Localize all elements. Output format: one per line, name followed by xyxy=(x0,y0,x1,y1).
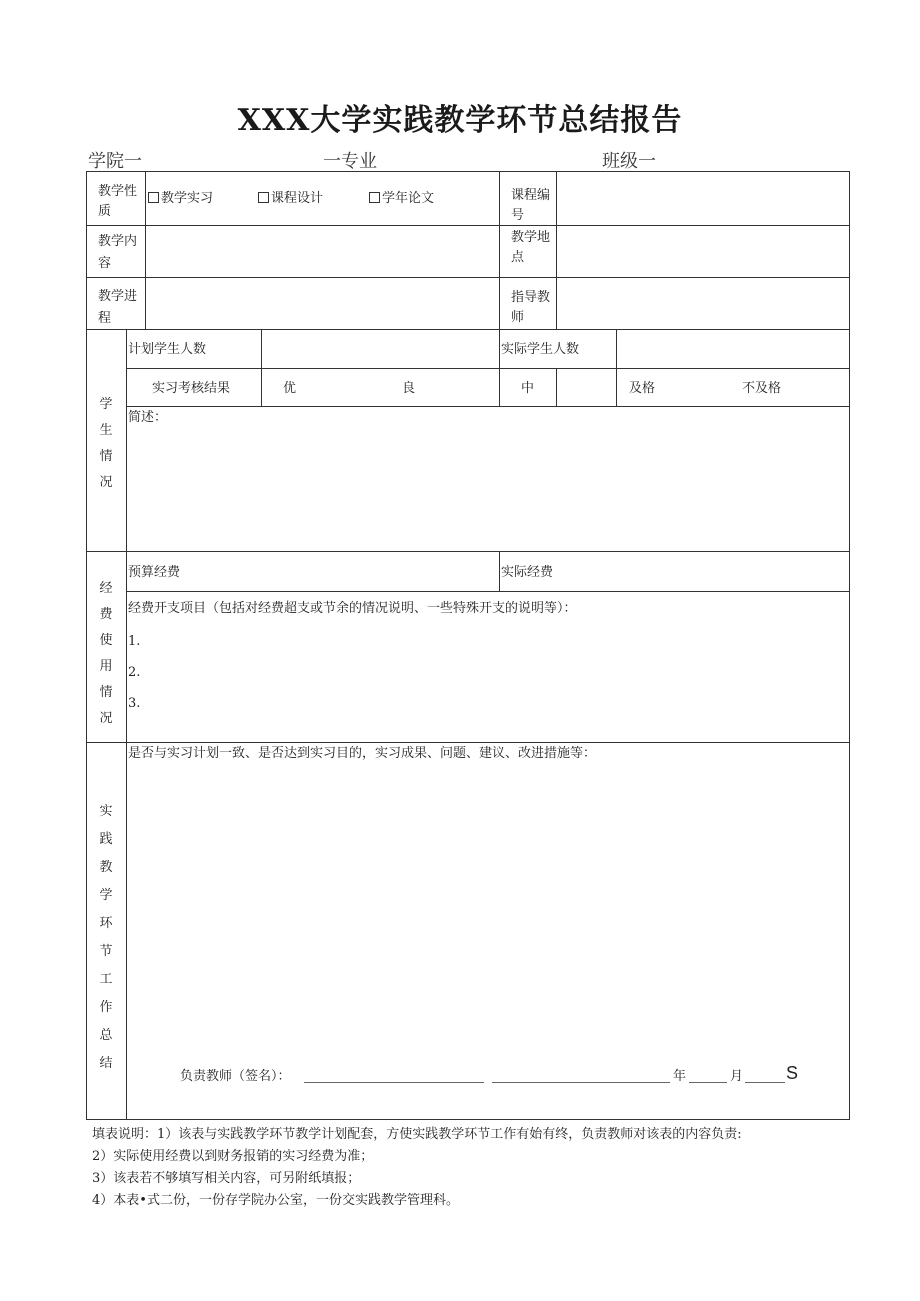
year-label: 年 xyxy=(673,1069,687,1084)
section-label-char: 环 xyxy=(99,916,113,931)
student-section-label xyxy=(88,392,124,496)
signature-label: 负责教师（签名）： xyxy=(180,1069,291,1084)
section-label-char: 作 xyxy=(99,1000,113,1015)
section-label-char: 践 xyxy=(99,832,113,847)
section-label-char: 情 xyxy=(99,449,113,464)
col-divider xyxy=(499,551,500,591)
course-code-input[interactable] xyxy=(560,176,846,222)
grade-fail[interactable]: 不及格 xyxy=(742,381,782,396)
checkbox-icon xyxy=(258,192,269,203)
section-label-char: 学 xyxy=(99,397,113,412)
col-divider xyxy=(261,329,262,406)
row-divider xyxy=(86,329,850,330)
funding-items-label: 经费开支项目（包括对经费超支或节余的情况说明、一些特殊开支的说明等）： xyxy=(128,601,577,616)
section-label-char: 费 xyxy=(99,607,113,622)
row-divider xyxy=(86,551,850,552)
page-title: XXX大学实践教学环节总结报告 xyxy=(237,103,683,138)
actual-funding-label: 实际经费 xyxy=(501,565,554,580)
actual-students-input[interactable] xyxy=(620,333,846,365)
major-field[interactable]: 一专业 xyxy=(323,151,377,172)
section-label-char: 结 xyxy=(99,1056,113,1071)
section-label-char: 况 xyxy=(99,475,113,490)
year-line[interactable] xyxy=(492,1082,670,1083)
day-line[interactable] xyxy=(745,1082,785,1083)
col-divider xyxy=(499,329,500,406)
teaching-nature-label: 教学性质 xyxy=(98,184,138,219)
planned-students-input[interactable] xyxy=(265,333,495,365)
day-mark: S xyxy=(786,1063,799,1083)
option-academic-thesis[interactable]: 学年论文 xyxy=(369,189,434,209)
col-divider xyxy=(556,171,557,329)
teaching-location-input[interactable] xyxy=(560,230,846,274)
row-divider xyxy=(126,406,850,407)
teaching-content-label: 教学内容 xyxy=(98,234,138,271)
teaching-progress-label: 教学进程 xyxy=(98,289,138,326)
practice-textarea[interactable] xyxy=(130,766,846,1056)
teaching-content-input[interactable] xyxy=(150,230,495,274)
practice-prompt: 是否与实习计划一致、是否达到实习目的，实习成果、问题、建议、改进措施等： xyxy=(128,746,597,761)
funding-item-2[interactable]: 2. xyxy=(128,665,141,680)
funding-item-3[interactable]: 3. xyxy=(128,696,141,711)
section-label-char: 情 xyxy=(99,685,113,700)
grade-medium[interactable]: 中 xyxy=(521,381,535,396)
col-divider xyxy=(126,329,127,1120)
section-label-char: 工 xyxy=(99,972,113,987)
col-divider xyxy=(556,368,557,406)
month-label: 月 xyxy=(730,1069,744,1084)
funding-section-label xyxy=(88,576,124,732)
college-field[interactable]: 学院一 xyxy=(88,151,142,172)
section-label-char: 实 xyxy=(99,804,113,819)
assessment-label: 实习考核结果 xyxy=(152,381,231,396)
section-label-char: 况 xyxy=(99,711,113,726)
instructor-input[interactable] xyxy=(560,282,846,326)
teaching-progress-input[interactable] xyxy=(150,282,495,326)
section-label-char: 教 xyxy=(99,860,113,875)
fill-instructions xyxy=(92,1124,742,1212)
instructor-label: 指导教师 xyxy=(511,290,551,325)
note-line: 填表说明：1）该表与实践教学环节教学计划配套，方使实践教学环节工作有始有终，负责教师对该表的内容负责: xyxy=(92,1127,742,1142)
option-course-design[interactable]: 课程设计 xyxy=(258,189,323,209)
teaching-location-label: 教学地点 xyxy=(511,230,551,265)
row-divider xyxy=(86,742,850,743)
grade-good[interactable]: 良 xyxy=(402,381,416,396)
section-label-char: 总 xyxy=(99,1028,113,1043)
row-divider xyxy=(86,225,850,226)
note-line: 3）该表若不够填写相关内容，可另附纸填报； xyxy=(92,1171,361,1186)
option-teaching-internship[interactable]: 教学实习 xyxy=(148,189,213,209)
month-line[interactable] xyxy=(689,1082,727,1083)
planned-students-label: 计划学生人数 xyxy=(128,342,207,357)
col-divider xyxy=(499,171,500,329)
col-divider xyxy=(145,171,146,329)
col-divider xyxy=(616,329,617,406)
signature-line[interactable] xyxy=(304,1082,484,1083)
section-label-char: 生 xyxy=(99,423,113,438)
checkbox-icon xyxy=(148,192,159,203)
row-divider xyxy=(126,368,850,369)
actual-students-label: 实际学生人数 xyxy=(501,342,580,357)
section-label-char: 用 xyxy=(99,659,113,674)
summary-textarea[interactable] xyxy=(130,430,846,546)
grade-excellent[interactable]: 优 xyxy=(283,381,297,396)
section-label-char: 经 xyxy=(99,581,113,596)
section-label-char: 节 xyxy=(99,944,113,959)
course-code-label: 课程编号 xyxy=(511,188,551,223)
class-field[interactable]: 班级一 xyxy=(602,151,656,172)
summary-label: 简述： xyxy=(128,410,168,425)
row-divider xyxy=(126,591,850,592)
note-line: 4）本表•式二份，一份存学院办公室，一份交实践教学管理科。 xyxy=(92,1193,459,1208)
section-label-char: 学 xyxy=(99,888,113,903)
checkbox-icon xyxy=(369,192,380,203)
grade-pass[interactable]: 及格 xyxy=(629,381,656,396)
practice-section-label xyxy=(88,798,124,1078)
budget-label: 预算经费 xyxy=(128,565,181,580)
note-line: 2）实际使用经费以到财务报销的实习经费为准； xyxy=(92,1149,374,1164)
section-label-char: 使 xyxy=(99,633,113,648)
funding-item-1[interactable]: 1. xyxy=(128,634,141,649)
row-divider xyxy=(86,277,850,278)
